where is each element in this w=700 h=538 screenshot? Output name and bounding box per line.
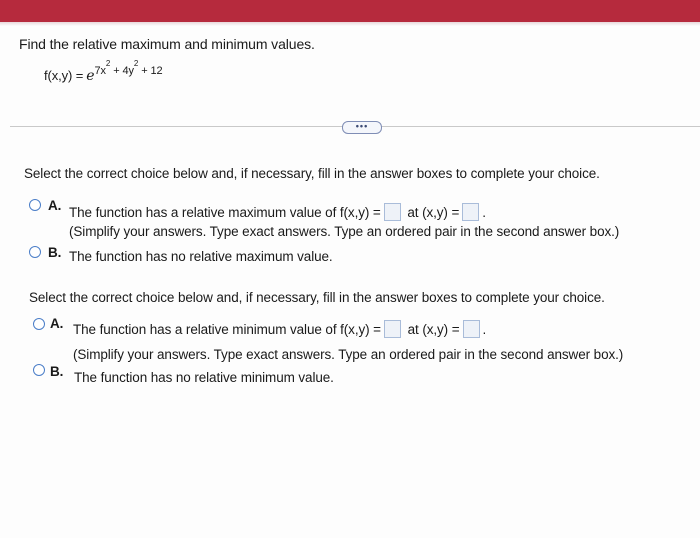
function-exponent: 7x2 + 4y2 + 12 bbox=[94, 59, 163, 77]
part2-choice-a-hint: (Simplify your answers. Type exact answers. Type an ordered pair in the second answer box.) bbox=[73, 347, 624, 362]
part2-choice-a-text: The function has a relative minimum value of f(x,y) = at (x,y) = . bbox=[73, 322, 487, 337]
part2-instruction: Select the correct choice below and, if necessary, fill in the answer boxes to complete your choice. bbox=[29, 290, 605, 305]
part2-min-point-input[interactable] bbox=[463, 320, 480, 338]
question-prompt: Find the relative maximum and minimum values. bbox=[19, 36, 315, 52]
part1-choice-b-radio[interactable] bbox=[29, 246, 41, 258]
part2-min-value-input[interactable] bbox=[384, 320, 401, 338]
part2-choice-b-text: The function has no relative minimum value. bbox=[74, 370, 334, 385]
function-lhs: f(x,y) = bbox=[44, 68, 84, 83]
header-shadow bbox=[0, 22, 700, 26]
function-formula bbox=[44, 59, 163, 84]
part2-choice-b-radio[interactable] bbox=[33, 364, 45, 376]
part1-max-value-input[interactable] bbox=[384, 203, 401, 221]
part1-choice-b-letter: B. bbox=[48, 245, 62, 260]
part1-choice-a-radio[interactable] bbox=[29, 199, 41, 211]
part1-choice-a-letter: A. bbox=[48, 198, 62, 213]
part1-max-point-input[interactable] bbox=[462, 203, 479, 221]
part1-choice-a-hint: (Simplify your answers. Type exact answers. Type an ordered pair in the second answer box.) bbox=[69, 224, 620, 239]
part2-choice-b-letter: B. bbox=[50, 364, 64, 379]
function-base: e bbox=[86, 68, 95, 84]
part1-choice-b-text: The function has no relative maximum value. bbox=[69, 249, 333, 264]
part1-choice-a-text: The function has a relative maximum value of f(x,y) = at (x,y) = . bbox=[69, 205, 486, 220]
part2-choice-a-radio[interactable] bbox=[33, 318, 45, 330]
part1-instruction: Select the correct choice below and, if necessary, fill in the answer boxes to complete your choice. bbox=[24, 166, 600, 181]
part2-choice-a-letter: A. bbox=[50, 316, 64, 331]
expand-more-button[interactable]: ••• bbox=[342, 121, 382, 134]
header-bar bbox=[0, 0, 700, 22]
